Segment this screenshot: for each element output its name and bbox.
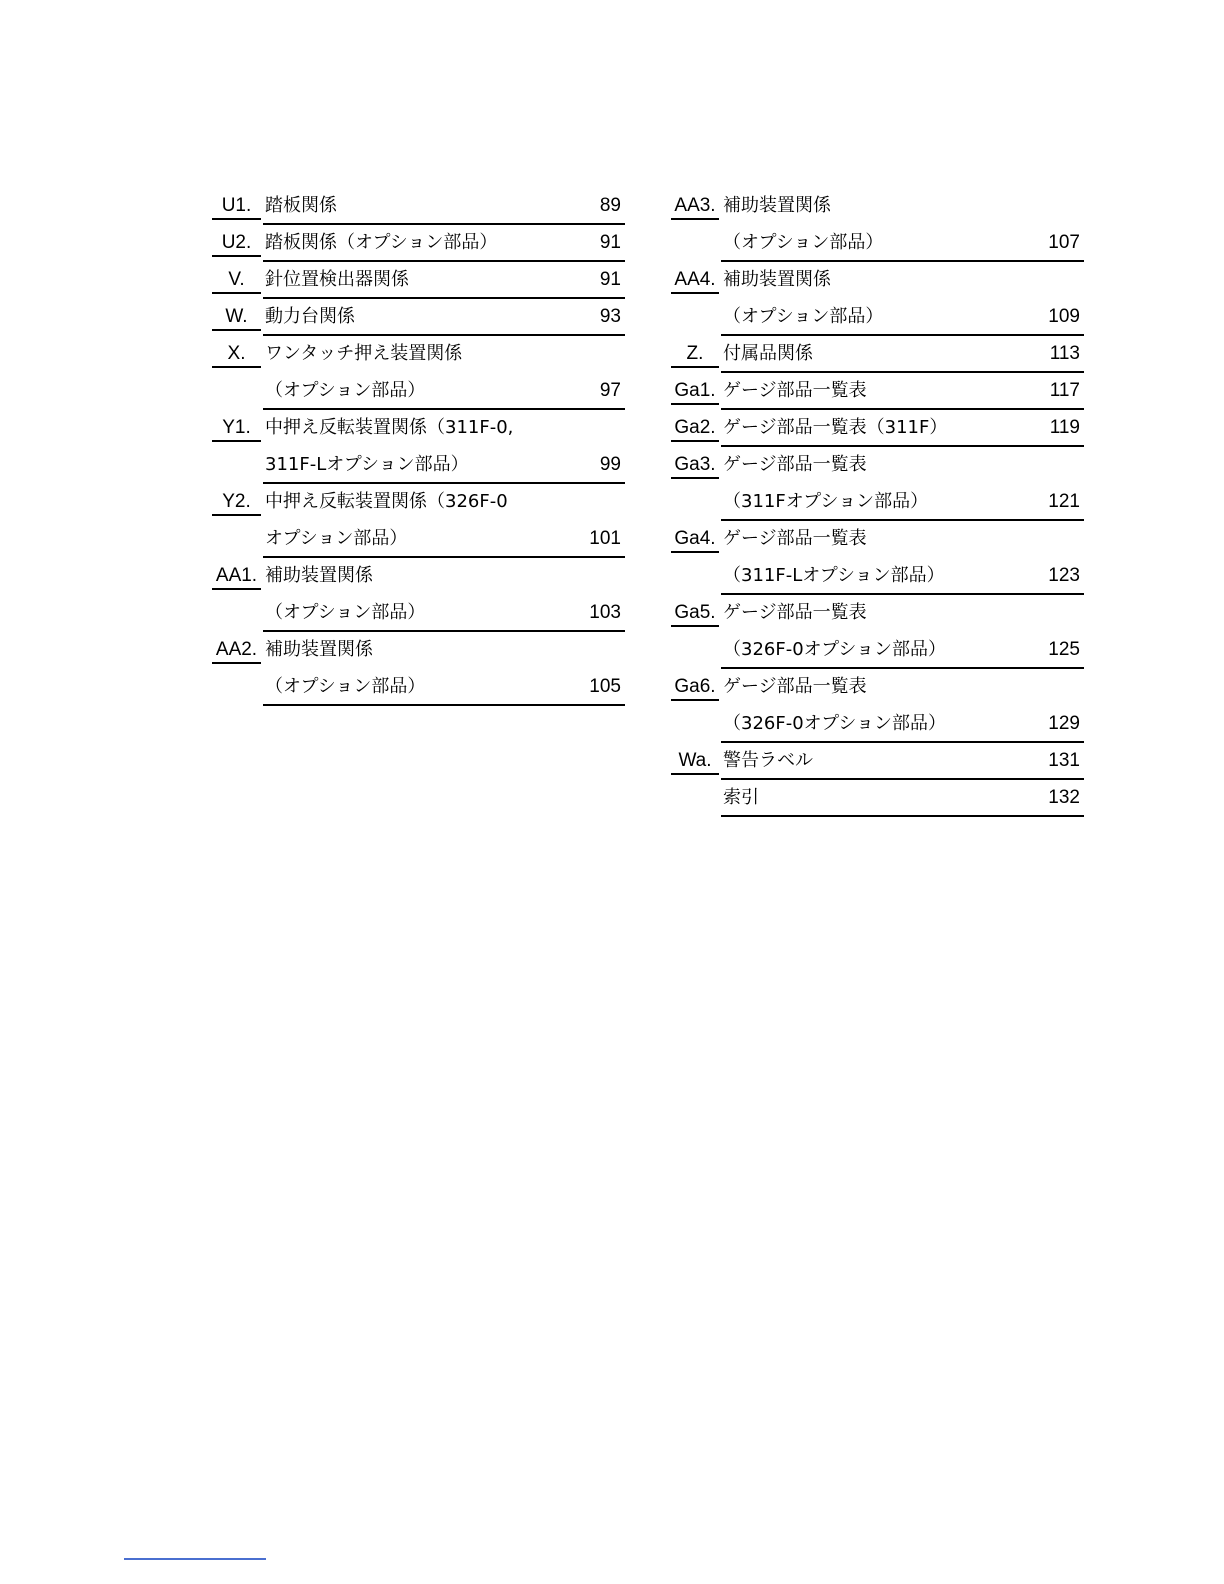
toc-entry-code: Ga1.: [671, 379, 719, 405]
toc-entry-title: 踏板関係（オプション部品）: [265, 232, 498, 253]
toc-entry-code: Ga6.: [671, 675, 719, 701]
toc-entry-page: 91: [599, 269, 621, 290]
toc-entry-code: Y1.: [212, 416, 261, 442]
toc-entry-title: ゲージ部品一覧表: [723, 602, 867, 623]
toc-entry[interactable]: [671, 669, 1084, 706]
toc-entry[interactable]: [671, 373, 1084, 410]
toc-entry-title: （311Fオプション部品）: [723, 491, 929, 512]
toc-entry-code: U2.: [212, 231, 261, 257]
toc-entry-code: V.: [212, 268, 261, 294]
toc-entry[interactable]: [212, 336, 625, 373]
toc-entry-title: 索引: [723, 787, 759, 808]
toc-entry[interactable]: [671, 743, 1084, 780]
toc-entry-title: 警告ラベル: [723, 750, 813, 771]
toc-entry[interactable]: [212, 299, 625, 336]
toc-entry-title: ゲージ部品一覧表: [723, 528, 867, 549]
toc-entry-page: 89: [599, 195, 621, 216]
toc-entry[interactable]: [212, 595, 625, 632]
toc-entry-page: 113: [1049, 343, 1080, 364]
toc-entry[interactable]: [212, 188, 625, 225]
toc-entry-title: （311F-Lオプション部品）: [723, 565, 945, 586]
toc-entry[interactable]: [671, 410, 1084, 447]
toc-entry-code: U1.: [212, 194, 261, 220]
toc-entry[interactable]: [671, 521, 1084, 558]
toc-entry-title: 中押え反転装置関係（311F-0,: [265, 417, 514, 438]
toc-entry-code: AA3.: [671, 194, 719, 220]
toc-entry[interactable]: [212, 225, 625, 262]
toc-entry-title: ゲージ部品一覧表: [723, 454, 867, 475]
toc-entry-title: 動力台関係: [265, 306, 355, 327]
toc-entry[interactable]: [212, 262, 625, 299]
toc-entry-title: （オプション部品）: [265, 380, 426, 401]
toc-entry-leader-rule: [721, 815, 1084, 817]
toc-entry[interactable]: [671, 447, 1084, 484]
toc-entry-page: 101: [589, 528, 621, 549]
toc-entry-leader-rule: [263, 704, 625, 706]
toc-entry-code: Ga4.: [671, 527, 719, 553]
toc-entry-page: 129: [1048, 713, 1080, 734]
toc-entry-title: 針位置検出器関係: [265, 269, 409, 290]
toc-entry-page: 132: [1048, 787, 1080, 808]
toc-entry-page: 125: [1048, 639, 1080, 660]
toc-entry[interactable]: [671, 336, 1084, 373]
toc-entry-title: ゲージ部品一覧表: [723, 676, 867, 697]
toc-entry[interactable]: [671, 706, 1084, 743]
toc-entry-code: AA2.: [212, 638, 261, 664]
toc-left-column: [212, 188, 625, 706]
toc-entry[interactable]: [212, 521, 625, 558]
toc-entry-page: 103: [589, 602, 621, 623]
toc-entry-page: 93: [599, 306, 621, 327]
toc-entry-title: 補助装置関係: [265, 565, 373, 586]
toc-entry[interactable]: [671, 558, 1084, 595]
toc-entry-title: （326F-0オプション部品）: [723, 639, 947, 660]
toc-entry[interactable]: [671, 299, 1084, 336]
toc-entry-title: 中押え反転装置関係（326F-0: [265, 491, 508, 512]
toc-entry-code: AA1.: [212, 564, 261, 590]
toc-entry-title: （オプション部品）: [265, 676, 426, 697]
toc-entry[interactable]: [671, 262, 1084, 299]
toc-entry-title: オプション部品）: [265, 528, 408, 549]
toc-entry-title: 311F-Lオプション部品）: [265, 454, 469, 475]
toc-entry-code: X.: [212, 342, 261, 368]
toc-entry-title: ワンタッチ押え装置関係: [265, 343, 463, 364]
toc-entry[interactable]: [671, 484, 1084, 521]
toc-entry-title: ゲージ部品一覧表（311F）: [723, 417, 948, 438]
toc-entry[interactable]: [212, 632, 625, 669]
toc-entry-code: Z.: [671, 342, 719, 368]
toc-entry-title: （オプション部品）: [723, 232, 884, 253]
toc-entry[interactable]: [212, 484, 625, 521]
toc-entry-code: Ga3.: [671, 453, 719, 479]
toc-entry-title: （オプション部品）: [723, 306, 884, 327]
toc-entry[interactable]: [671, 595, 1084, 632]
toc-entry[interactable]: [212, 669, 625, 706]
toc-entry-page: 105: [589, 676, 621, 697]
toc-right-column: [671, 188, 1084, 817]
toc-entry[interactable]: [212, 447, 625, 484]
toc-entry[interactable]: [212, 410, 625, 447]
toc-entry-page: 123: [1048, 565, 1080, 586]
toc-entry-title: 補助装置関係: [265, 639, 373, 660]
toc-entry-code: Ga2.: [671, 416, 719, 442]
toc-entry[interactable]: [212, 558, 625, 595]
toc-entry-page: 121: [1048, 491, 1080, 512]
toc-entry-page: 117: [1049, 380, 1080, 401]
toc-entry-title: 踏板関係: [265, 195, 337, 216]
toc-entry-title: ゲージ部品一覧表: [723, 380, 867, 401]
toc-entry-title: （オプション部品）: [265, 602, 426, 623]
toc-entry[interactable]: [671, 225, 1084, 262]
toc-entry-code: Y2.: [212, 490, 261, 516]
toc-entry-title: 補助装置関係: [723, 195, 831, 216]
toc-entry[interactable]: [671, 188, 1084, 225]
toc-entry-page: 131: [1048, 750, 1080, 771]
toc-entry-code: Ga5.: [671, 601, 719, 627]
toc-entry-page: 91: [599, 232, 621, 253]
toc-entry[interactable]: [671, 780, 1084, 817]
toc-entry-title: （326F-0オプション部品）: [723, 713, 947, 734]
toc-entry-title: 付属品関係: [723, 343, 813, 364]
footnote-rule: [124, 1558, 266, 1560]
toc-entry-page: 107: [1048, 232, 1080, 253]
toc-entry[interactable]: [671, 632, 1084, 669]
toc-entry-code: W.: [212, 305, 261, 331]
toc-entry-code: AA4.: [671, 268, 719, 294]
toc-entry-code: Wa.: [671, 749, 719, 775]
toc-entry-page: 97: [599, 380, 621, 401]
toc-entry-page: 99: [599, 454, 621, 475]
toc-entry-page: 109: [1048, 306, 1080, 327]
toc-entry-title: 補助装置関係: [723, 269, 831, 290]
toc-entry-page: 119: [1049, 417, 1080, 438]
toc-entry[interactable]: [212, 373, 625, 410]
